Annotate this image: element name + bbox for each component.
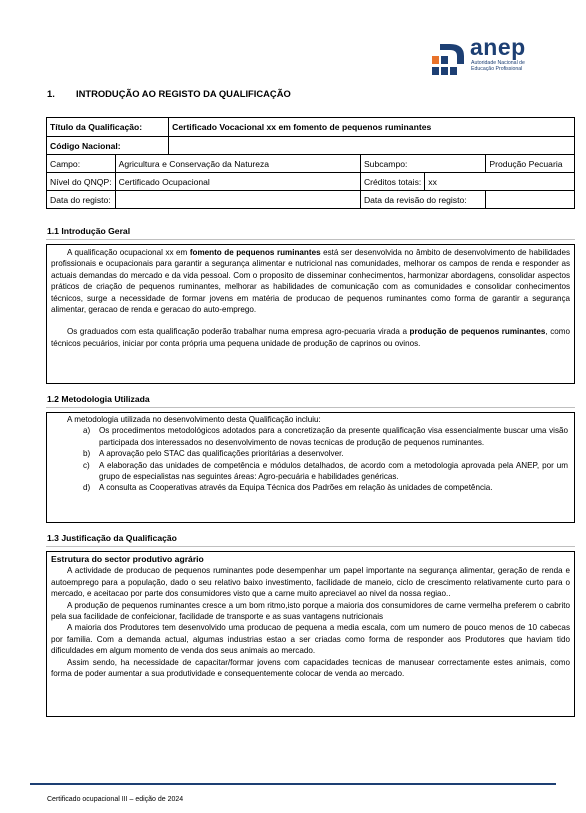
paragraph: A maioria dos Produtores tem desenvolvido uma producao de pequena a media escala, com um numero de pouco menos de 10 cabecas por familia. Com a demanda actual, algumas industrias estao a ser criadas como forma de responder aos Produtores que haviam tido dificuldades em algum momento de venda dos seus animais ao mercado. bbox=[51, 623, 570, 656]
data-revisao-value bbox=[486, 191, 575, 209]
anep-logo-mark-icon bbox=[428, 40, 468, 78]
divider bbox=[46, 407, 575, 408]
data-registo-label: Data do registo: bbox=[47, 191, 116, 209]
creditos-label: Créditos totais: bbox=[360, 173, 424, 191]
code-value bbox=[169, 137, 575, 155]
section-title: INTRODUÇÃO AO REGISTO DA QUALIFICAÇÃO bbox=[76, 88, 291, 99]
footer-rule bbox=[30, 783, 556, 785]
nivel-value: Certificado Ocupacional bbox=[115, 173, 360, 191]
logo-wordmark: anep bbox=[470, 34, 526, 60]
section-1-2-title: 1.2 Metodologia Utilizada bbox=[47, 394, 150, 404]
list-item: d) A consulta as Cooperativas através da Equipa Técnica dos Padrões em relação às unidades de competência. bbox=[83, 483, 493, 493]
list-item: c) A elaboração das unidades de competência e módulos detalhados, de acordo com a metodologia aprovada pela ANEP, por um grupo de especialistas nas seguintes áreas: Agro-pecuária e habilidades genéricas. bbox=[83, 460, 568, 482]
logo-subtitle: Autoridade Nacional de Educação Profissional bbox=[471, 60, 525, 72]
table-row bbox=[47, 155, 575, 173]
campo-label: Campo: bbox=[47, 155, 116, 173]
divider bbox=[46, 546, 575, 547]
table-row bbox=[47, 137, 575, 155]
subcampo-value: Produção Pecuaria bbox=[486, 155, 575, 173]
section-1-1-box bbox=[46, 244, 575, 384]
footer-text: Certificado ocupacional III – edição de 2024 bbox=[47, 796, 184, 803]
data-registo-value bbox=[115, 191, 360, 209]
paragraph: A produção de pequenos ruminantes cresce a um bom ritmo,isto porque a maioria dos consumidores de carne vermelha preferem o cabrito pela sua facilidade de confeicionar, facilidade de transporte e as suas vantagens nutricionais bbox=[51, 600, 570, 622]
title-label: Título da Qualificação: bbox=[47, 118, 169, 137]
methodology-list bbox=[47, 425, 574, 493]
section-1-3-box bbox=[46, 551, 575, 717]
title-value: Certificado Vocacional xx em fomento de pequenos ruminantes bbox=[169, 118, 575, 137]
paragraph: A actividade de producao de pequenos ruminantes pode desempenhar um papel importante na segurança alimentar, geração de renda e autoemprego para a população, dado o seu relativo baixo investimento, facilidade de maneio, ciclo de crescimento relativamente curto para o mercado, e aceitacao por parte dos consumidores visto que a carne muito apreciavel ao nivel da nossa regiao.. bbox=[51, 566, 570, 599]
paragraph: Os graduados com esta qualificação poderão trabalhar numa empresa agro-pecuaria virada a produção de pequenos ruminantes, como técnicos pecuários, iniciar por conta própria uma pequena unidade de produção de caprinos ou ovinos. bbox=[51, 327, 570, 348]
list-item: b) A aprovação pelo STAC das qualificações prioritárias a desenvolver. bbox=[83, 449, 344, 459]
anep-logo bbox=[428, 34, 548, 80]
paragraph: A qualificação ocupacional xx em fomento de pequenos ruminantes está ser desenvolvida no âmbito de desenvolvimento de habilidades profissionais e ocupacionais para garantir a segurança alimentar e nutricional nas comunidades, melhorar os campos de renda e responder as actuais demandas do mercado e da vida pessoal. Com o proposito de disseminar conhecimentos, harmonizar abordagens, consolidar aspectos práticos de criação de pequenos ruminantes, melhorar as habilidades de comunicação com as comunidades e consolidar conhecimentos técnicos, surge a necessidade de formar jovens em matéria de producao de pequenos ruminantes como forma de garantir a segurança alimentar, geracao de renda e geracao do auto-emprego. bbox=[51, 248, 570, 315]
data-revisao-label: Data da revisão do registo: bbox=[360, 191, 485, 209]
section-1-1-title: 1.1 Introdução Geral bbox=[47, 226, 131, 236]
paragraph: A metodologia utilizada no desenvolvimento desta Qualificação incluiu: bbox=[67, 415, 321, 424]
qualification-info-table bbox=[46, 117, 575, 209]
paragraph: Assim sendo, ha necessidade de capacitar/formar jovens com capacidades tecnicas de manusear correctamente estes animais, como forma de poder aumentar a sua produtividade e consequentemente colocar de venda ao mercado. bbox=[51, 657, 570, 679]
code-label: Código Nacional: bbox=[47, 137, 169, 155]
section-1-3-title: 1.3 Justificação da Qualificação bbox=[47, 533, 177, 543]
table-row bbox=[47, 118, 575, 137]
subcampo-label: Subcampo: bbox=[360, 155, 485, 173]
list-item: a) Os procedimentos metodológicos adotados para a concretização da presente qualificação visa essencialmente buscar uma visão participada dos interessados no desenvolvimento de novas tecnicas de produção de pequenos ruminantes. bbox=[83, 426, 568, 447]
creditos-value: xx bbox=[425, 173, 575, 191]
section-heading bbox=[47, 88, 291, 99]
table-row bbox=[47, 191, 575, 209]
section-1-2-box bbox=[46, 412, 575, 523]
section-number: 1. bbox=[47, 88, 55, 99]
subtitle: Estrutura do sector produtivo agrário bbox=[51, 554, 204, 564]
campo-value: Agricultura e Conservação da Natureza bbox=[115, 155, 360, 173]
nivel-label: Nível do QNQP: bbox=[47, 173, 116, 191]
table-row bbox=[47, 173, 575, 191]
divider bbox=[46, 239, 575, 240]
